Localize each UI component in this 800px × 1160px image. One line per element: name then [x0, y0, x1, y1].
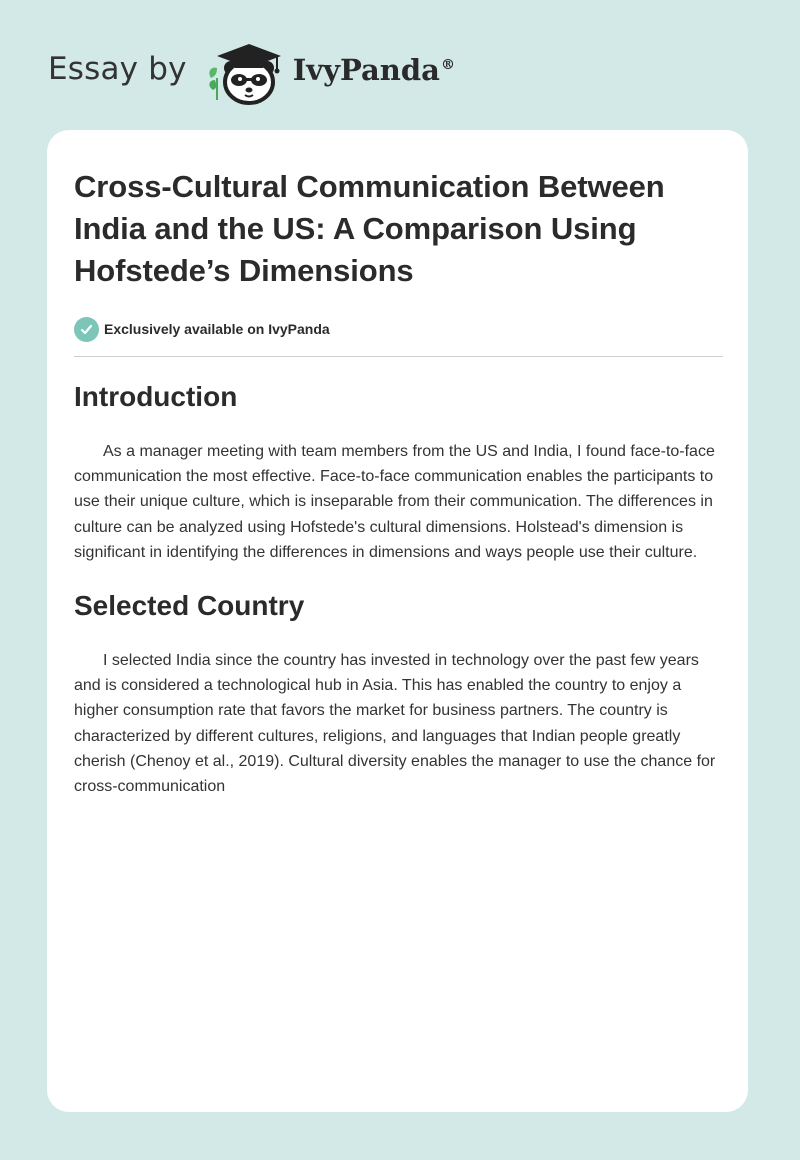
section-heading-selected-country: Selected Country: [74, 590, 305, 622]
brand-name-text: IvyPanda: [292, 53, 440, 87]
checkmark-icon: [74, 317, 99, 342]
section-heading-introduction: Introduction: [74, 381, 238, 412]
section-paragraph-selected-country: I selected India since the country has invested in technology over the past few years and is considered a technological hub in Asia. This has enabled the country to enjoy a higher consumption rate that favors the market for business partners. The country is characterized by different cultures, religions, and languages that Indian people greatly cherish (Chenoy et al., 2019). Cultural diversity enables the manager to use the chance for cross-communication: [74, 652, 716, 796]
brand-name: [293, 53, 455, 87]
divider: [74, 356, 723, 357]
section-paragraph-introduction: As a manager meeting with team members from the US and India, I found face-to-face communication the most effective. Face-to-face communication enables the participants to use their unique culture, which is inseparable from their communication. The differences in culture can be analyzed using Hofstede's cultural dimensions. Holstead's dimension is significant in identifying the differences in dimensions and ways people use their culture.: [74, 443, 715, 561]
essay-card: [47, 130, 748, 1112]
badge-text: Exclusively available on IvyPanda: [104, 321, 330, 337]
registered-mark: ®: [440, 57, 455, 74]
brand-header[interactable]: [48, 38, 455, 108]
exclusive-badge: [74, 316, 722, 342]
panda-graduate-logo-icon: [205, 38, 289, 108]
page-title: Cross-Cultural Communication Between India and the US: A Comparison Using Hofstede’s Dimensions: [74, 169, 665, 288]
brand-prefix: Essay by: [48, 51, 187, 87]
